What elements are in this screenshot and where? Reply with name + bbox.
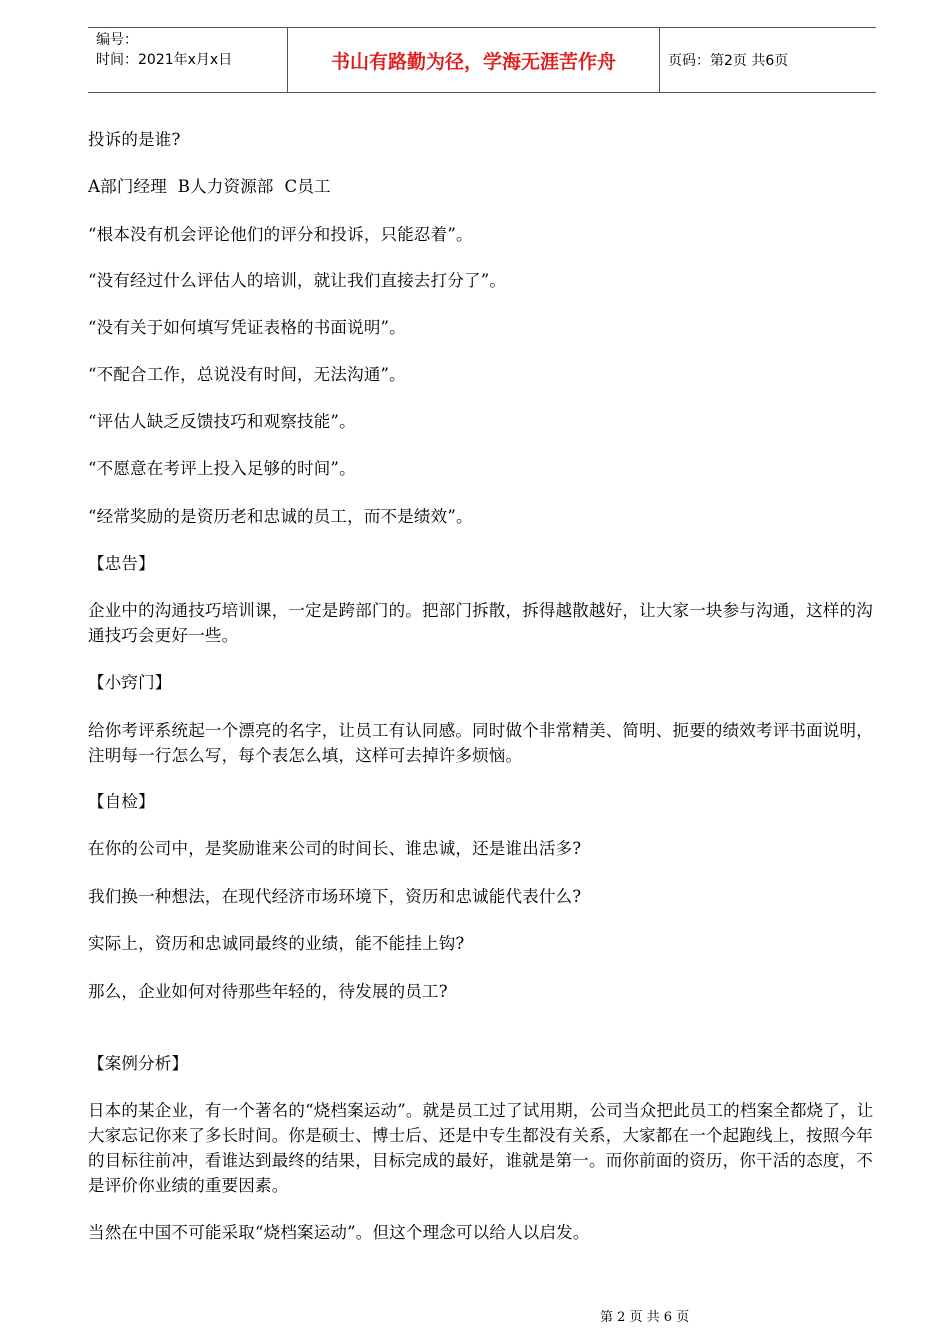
section-heading: 【小窍门】	[88, 673, 172, 692]
paragraph: “根本没有机会评论他们的评分和投诉，只能忍着”。	[88, 225, 473, 244]
paragraph: 日本的某企业，有一个著名的“烧档案运动”。就是员工过了试用期，公司当众把此员工的档案全都烧了，让大家忘记你来了多长时间。你是硕士、博士后、还是中专生都没有关系，大家都在一个起跑线上，按照今年的目标往前冲，看谁达到最终的结果，目标完成的最好，谁就是第一。而你前面的资历，你干活的态度，不是评价你业绩的重要因素。	[88, 1101, 874, 1195]
paragraph: “没有关于如何填写凭证表格的书面说明”。	[88, 318, 406, 337]
paragraph: “评估人缺乏反馈技巧和观察技能”。	[88, 412, 356, 431]
paragraph: 当然在中国不可能采取“烧档案运动”。但这个理念可以给人以启发。	[88, 1223, 590, 1242]
page-header	[88, 27, 876, 93]
header-meta	[88, 28, 288, 92]
paragraph: 那么，企业如何对待那些年轻的，待发展的员工?	[88, 982, 448, 1001]
section-heading: 【忠告】	[88, 554, 155, 573]
paragraph: “没有经过什么评估人的培训，就让我们直接去打分了”。	[88, 271, 507, 290]
paragraph: 给你考评系统起一个漂亮的名字，让员工有认同感。同时做个非常精美、简明、扼要的绩效考评书面说明，注明每一行怎么写，每个表怎么填，这样可去掉许多烦恼。	[88, 721, 873, 765]
paragraph: “不配合工作，总说没有时间，无法沟通”。	[88, 365, 406, 384]
number-label: 编号：	[96, 32, 138, 48]
header-page-info: 页码：第2页 共6页	[668, 53, 789, 69]
paragraph: 投诉的是谁?	[88, 130, 181, 149]
paragraph: 在你的公司中，是奖励谁来公司的时间长、谁忠诚，还是谁出活多?	[88, 839, 582, 858]
header-motto: 书山有路勤为径，学海无涯苦作舟	[288, 28, 660, 92]
paragraph: 实际上，资历和忠诚同最终的业绩，能不能挂上钩?	[88, 934, 465, 953]
paragraph: 我们换一种想法，在现代经济市场环境下，资历和忠诚能代表什么?	[88, 887, 582, 906]
paragraph: A部门经理 B人力资源部 C员工	[88, 177, 331, 196]
section-heading: 【案例分析】	[88, 1054, 189, 1073]
time-label: 时间：2021年x月x日	[96, 52, 233, 68]
section-heading: 【自检】	[88, 792, 155, 811]
page-footer: 第 2 页 共 6 页	[600, 1310, 690, 1325]
paragraph: “经常奖励的是资历老和忠诚的员工，而不是绩效”。	[88, 507, 473, 526]
paragraph: “不愿意在考评上投入足够的时间”。	[88, 459, 356, 478]
paragraph: 企业中的沟通技巧培训课，一定是跨部门的。把部门拆散，拆得越散越好，让大家一块参与沟通，这样的沟通技巧会更好一些。	[88, 601, 873, 645]
